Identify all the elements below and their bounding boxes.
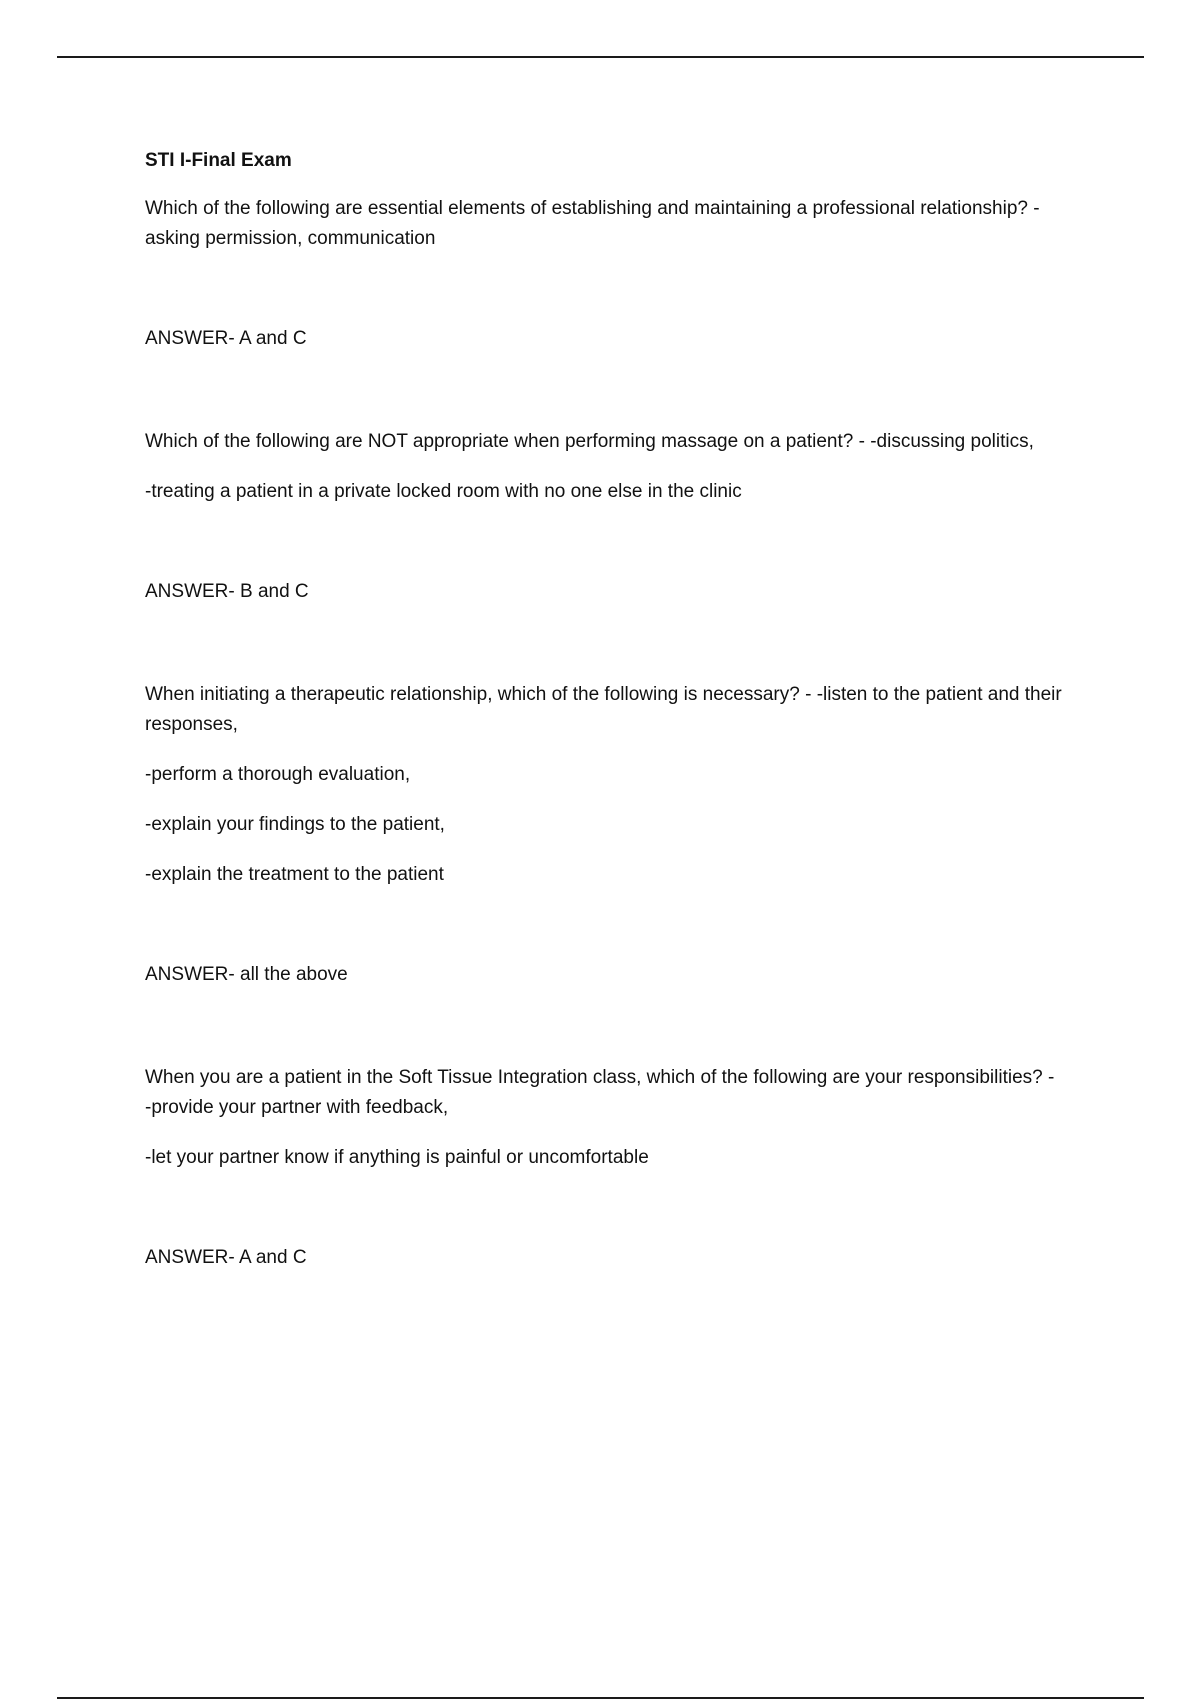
question-3-line-1: When initiating a therapeutic relationship, which of the following is necessary? - -listen to the patient and their responses, bbox=[145, 684, 1062, 735]
question-3-line-3: -explain your findings to the patient, bbox=[145, 814, 445, 835]
answer-1: ANSWER- A and C bbox=[145, 328, 307, 349]
question-block-1 bbox=[145, 194, 1065, 354]
question-block-4 bbox=[145, 1063, 1065, 1273]
question-1-line-1: Which of the following are essential elements of establishing and maintaining a professional relationship? - asking permission, communication bbox=[145, 198, 1040, 249]
answer-2: ANSWER- B and C bbox=[145, 581, 309, 602]
answer-3: ANSWER- all the above bbox=[145, 964, 348, 985]
question-block-3 bbox=[145, 680, 1065, 990]
footer-rule bbox=[57, 1697, 1144, 1699]
document-title: STI I-Final Exam bbox=[145, 150, 292, 171]
question-2-line-1: Which of the following are NOT appropriate when performing massage on a patient? - -discussing politics, bbox=[145, 431, 1034, 452]
question-4-line-2: -let your partner know if anything is painful or uncomfortable bbox=[145, 1147, 649, 1168]
header-rule bbox=[57, 56, 1144, 58]
document-body bbox=[145, 146, 1065, 1273]
question-4-line-1: When you are a patient in the Soft Tissue Integration class, which of the following are your responsibilities? - -provide your partner with feedback, bbox=[145, 1067, 1055, 1118]
question-2-line-2: -treating a patient in a private locked room with no one else in the clinic bbox=[145, 481, 742, 502]
answer-4: ANSWER- A and C bbox=[145, 1247, 307, 1268]
question-3-line-4: -explain the treatment to the patient bbox=[145, 864, 444, 885]
question-block-2 bbox=[145, 427, 1065, 607]
question-3-line-2: -perform a thorough evaluation, bbox=[145, 764, 411, 785]
